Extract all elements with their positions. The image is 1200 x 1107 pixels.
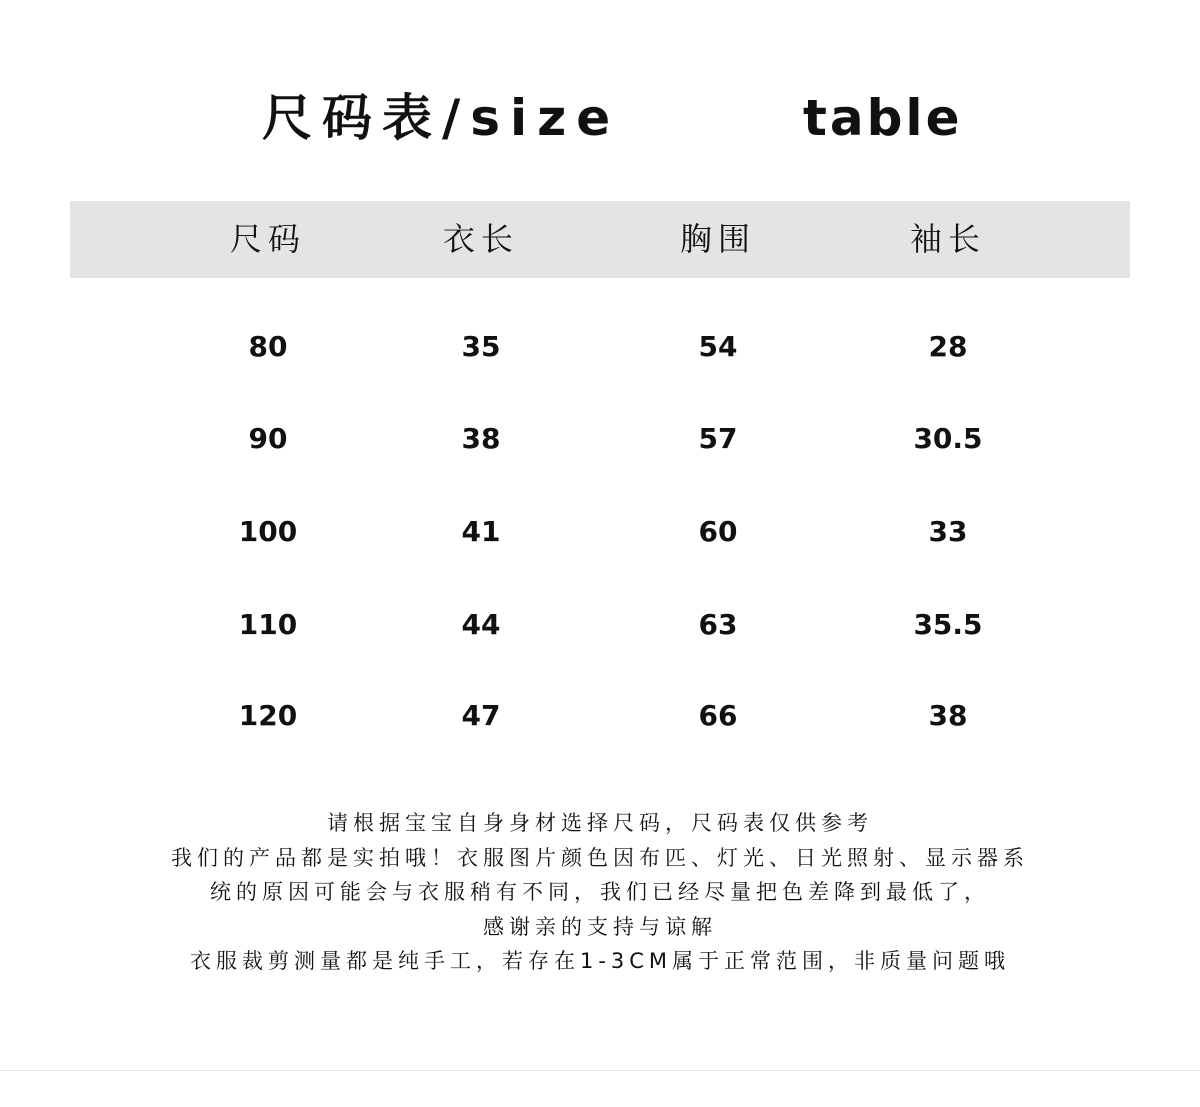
title-size-label: 尺码表/size: [262, 89, 621, 147]
cell-size: 90: [248, 422, 288, 455]
table-row: [0, 686, 1200, 746]
cell-sleeve: 28: [928, 330, 968, 363]
table-row: [0, 502, 1200, 562]
header-chest: 胸围: [679, 220, 756, 258]
cell-size: 80: [248, 330, 288, 363]
cell-sleeve: 38: [928, 699, 968, 732]
note-line: 我们的产品都是实拍哦！衣服图片颜色因布匹、灯光、日光照射、显示器系: [171, 845, 1029, 870]
note-line: 统的原因可能会与衣服稍有不同，我们已经尽量把色差降到最低了，: [210, 880, 990, 904]
cell-size: 120: [238, 699, 298, 732]
cell-length: 47: [461, 699, 501, 732]
cell-chest: 57: [698, 422, 738, 455]
header-sleeve: 袖长: [909, 220, 986, 258]
title-table-label: table: [803, 89, 963, 147]
cell-sleeve: 30.5: [913, 422, 983, 455]
note-line: 感谢亲的支持与谅解: [483, 914, 717, 939]
cell-sleeve: 33: [928, 515, 968, 548]
cell-chest: 60: [698, 515, 738, 548]
cell-size: 100: [238, 515, 298, 548]
size-table-title: [0, 78, 1200, 158]
table-row: [0, 409, 1200, 469]
cell-sleeve: 35.5: [913, 608, 983, 641]
cell-chest: 54: [698, 330, 738, 363]
cell-chest: 66: [698, 699, 738, 732]
note-line: 请根据宝宝自身身材选择尺码，尺码表仅供参考: [327, 811, 873, 835]
table-row: [0, 317, 1200, 377]
cell-length: 44: [461, 608, 501, 641]
table-header: [70, 201, 1130, 278]
cell-size: 110: [238, 608, 298, 641]
cell-chest: 63: [698, 608, 738, 641]
table-row: [0, 595, 1200, 655]
size-notes: [0, 806, 1200, 979]
note-line: 衣服裁剪测量都是纯手工，若存在1-3CM属于正常范围，非质量问题哦: [189, 949, 1011, 973]
header-size: 尺码: [229, 220, 306, 258]
bottom-divider: [0, 1070, 1200, 1071]
cell-length: 41: [461, 515, 501, 548]
header-length: 衣长: [442, 220, 519, 258]
cell-length: 38: [461, 422, 501, 455]
cell-length: 35: [461, 330, 501, 363]
